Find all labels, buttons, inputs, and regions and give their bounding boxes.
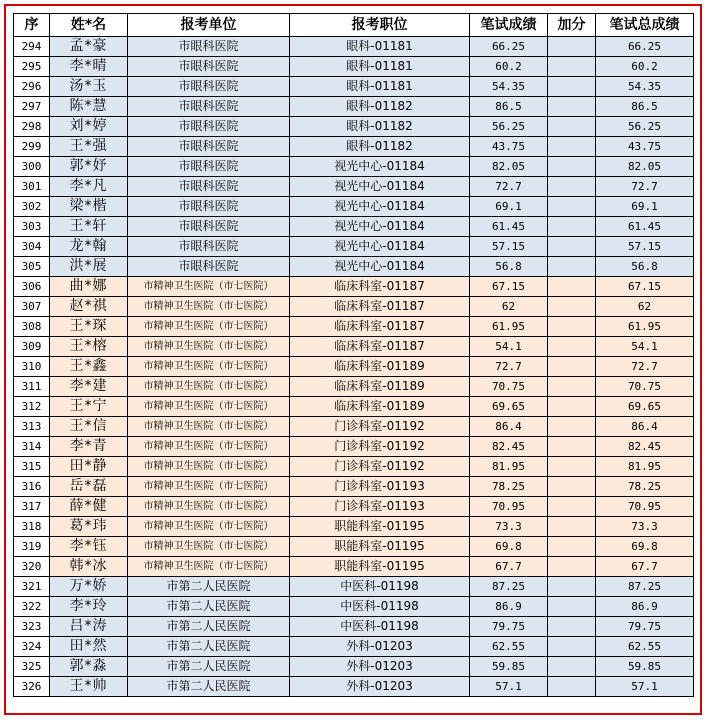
cell-score: 56.8 (470, 257, 548, 277)
cell-unit: 市眼科医院 (128, 217, 290, 237)
cell-post: 临床科室-01187 (290, 277, 470, 297)
cell-name: 汤*玉 (50, 77, 128, 97)
cell-score: 43.75 (470, 137, 548, 157)
cell-idx: 311 (14, 377, 50, 397)
cell-score: 82.05 (470, 157, 548, 177)
table-row (14, 637, 694, 657)
table-row (14, 577, 694, 597)
cell-score: 70.95 (470, 497, 548, 517)
cell-unit: 市精神卫生医院（市七医院） (128, 377, 290, 397)
cell-name: 岳*磊 (50, 477, 128, 497)
cell-name: 王*琛 (50, 317, 128, 337)
cell-score: 79.75 (470, 617, 548, 637)
table-row (14, 657, 694, 677)
cell-bonus (548, 617, 596, 637)
cell-name: 李*玲 (50, 597, 128, 617)
results-table (13, 13, 694, 697)
cell-post: 中医科-01198 (290, 617, 470, 637)
cell-idx: 326 (14, 677, 50, 697)
cell-unit: 市精神卫生医院（市七医院） (128, 477, 290, 497)
cell-post: 职能科室-01195 (290, 557, 470, 577)
cell-bonus (548, 257, 596, 277)
cell-score: 73.3 (470, 517, 548, 537)
cell-post: 眼科-01181 (290, 37, 470, 57)
cell-name: 龙*翰 (50, 237, 128, 257)
cell-unit: 市精神卫生医院（市七医院） (128, 317, 290, 337)
cell-idx: 309 (14, 337, 50, 357)
cell-score: 78.25 (470, 477, 548, 497)
cell-post: 视光中心-01184 (290, 257, 470, 277)
cell-score: 57.1 (470, 677, 548, 697)
cell-unit: 市第二人民医院 (128, 597, 290, 617)
cell-post: 中医科-01198 (290, 577, 470, 597)
table-row (14, 237, 694, 257)
cell-total: 72.7 (596, 177, 694, 197)
cell-score: 86.4 (470, 417, 548, 437)
cell-post: 外科-01203 (290, 657, 470, 677)
cell-total: 61.45 (596, 217, 694, 237)
cell-unit: 市精神卫生医院（市七医院） (128, 277, 290, 297)
cell-total: 54.35 (596, 77, 694, 97)
cell-total: 57.1 (596, 677, 694, 697)
cell-idx: 299 (14, 137, 50, 157)
cell-name: 田*然 (50, 637, 128, 657)
cell-idx: 303 (14, 217, 50, 237)
cell-idx: 298 (14, 117, 50, 137)
header-bonus: 加分 (548, 14, 596, 37)
cell-name: 李*晴 (50, 57, 128, 77)
cell-name: 郭*妤 (50, 157, 128, 177)
cell-post: 临床科室-01189 (290, 397, 470, 417)
table-row (14, 557, 694, 577)
table-row (14, 137, 694, 157)
cell-idx: 306 (14, 277, 50, 297)
cell-total: 79.75 (596, 617, 694, 637)
header-idx: 序 (14, 14, 50, 37)
cell-bonus (548, 177, 596, 197)
cell-name: 孟*豪 (50, 37, 128, 57)
table-row (14, 157, 694, 177)
cell-score: 82.45 (470, 437, 548, 457)
cell-bonus (548, 357, 596, 377)
cell-total: 81.95 (596, 457, 694, 477)
cell-bonus (548, 297, 596, 317)
cell-post: 外科-01203 (290, 637, 470, 657)
header-total: 笔试总成绩 (596, 14, 694, 37)
cell-unit: 市精神卫生医院（市七医院） (128, 417, 290, 437)
cell-idx: 294 (14, 37, 50, 57)
cell-idx: 296 (14, 77, 50, 97)
cell-unit: 市精神卫生医院（市七医院） (128, 537, 290, 557)
table-row (14, 37, 694, 57)
cell-name: 李*青 (50, 437, 128, 457)
cell-post: 临床科室-01187 (290, 317, 470, 337)
cell-post: 眼科-01182 (290, 117, 470, 137)
table-row (14, 517, 694, 537)
cell-idx: 320 (14, 557, 50, 577)
table-row (14, 497, 694, 517)
cell-total: 61.95 (596, 317, 694, 337)
cell-name: 刘*婷 (50, 117, 128, 137)
table-row (14, 597, 694, 617)
cell-name: 葛*玮 (50, 517, 128, 537)
cell-name: 曲*娜 (50, 277, 128, 297)
cell-bonus (548, 117, 596, 137)
cell-name: 王*榕 (50, 337, 128, 357)
cell-score: 81.95 (470, 457, 548, 477)
cell-score: 59.85 (470, 657, 548, 677)
cell-score: 67.7 (470, 557, 548, 577)
cell-post: 视光中心-01184 (290, 197, 470, 217)
cell-score: 69.65 (470, 397, 548, 417)
cell-unit: 市眼科医院 (128, 57, 290, 77)
cell-name: 王*强 (50, 137, 128, 157)
cell-idx: 321 (14, 577, 50, 597)
cell-post: 视光中心-01184 (290, 237, 470, 257)
cell-bonus (548, 77, 596, 97)
cell-bonus (548, 397, 596, 417)
cell-score: 54.35 (470, 77, 548, 97)
cell-total: 78.25 (596, 477, 694, 497)
cell-total: 70.95 (596, 497, 694, 517)
cell-idx: 325 (14, 657, 50, 677)
cell-unit: 市眼科医院 (128, 177, 290, 197)
table-row (14, 297, 694, 317)
table-body (14, 37, 694, 697)
cell-bonus (548, 537, 596, 557)
cell-score: 54.1 (470, 337, 548, 357)
cell-unit: 市眼科医院 (128, 77, 290, 97)
table-row (14, 77, 694, 97)
cell-score: 62 (470, 297, 548, 317)
cell-total: 69.1 (596, 197, 694, 217)
cell-bonus (548, 577, 596, 597)
cell-idx: 304 (14, 237, 50, 257)
cell-bonus (548, 557, 596, 577)
cell-unit: 市第二人民医院 (128, 637, 290, 657)
header-row (14, 14, 694, 37)
cell-idx: 317 (14, 497, 50, 517)
cell-unit: 市精神卫生医院（市七医院） (128, 397, 290, 417)
cell-idx: 312 (14, 397, 50, 417)
cell-total: 56.25 (596, 117, 694, 137)
cell-name: 赵*祺 (50, 297, 128, 317)
cell-total: 67.7 (596, 557, 694, 577)
cell-total: 73.3 (596, 517, 694, 537)
cell-unit: 市第二人民医院 (128, 617, 290, 637)
table-row (14, 117, 694, 137)
cell-post: 临床科室-01187 (290, 297, 470, 317)
cell-post: 中医科-01198 (290, 597, 470, 617)
cell-name: 韩*冰 (50, 557, 128, 577)
table-row (14, 277, 694, 297)
cell-idx: 314 (14, 437, 50, 457)
cell-idx: 313 (14, 417, 50, 437)
cell-bonus (548, 597, 596, 617)
cell-score: 86.5 (470, 97, 548, 117)
cell-idx: 302 (14, 197, 50, 217)
cell-score: 69.8 (470, 537, 548, 557)
cell-unit: 市精神卫生医院（市七医院） (128, 497, 290, 517)
cell-unit: 市眼科医院 (128, 237, 290, 257)
cell-total: 87.25 (596, 577, 694, 597)
cell-total: 72.7 (596, 357, 694, 377)
table-row (14, 97, 694, 117)
cell-bonus (548, 237, 596, 257)
cell-total: 86.4 (596, 417, 694, 437)
cell-unit: 市眼科医院 (128, 137, 290, 157)
cell-post: 职能科室-01195 (290, 537, 470, 557)
cell-name: 万*娇 (50, 577, 128, 597)
cell-score: 60.2 (470, 57, 548, 77)
cell-idx: 308 (14, 317, 50, 337)
cell-post: 视光中心-01184 (290, 177, 470, 197)
cell-idx: 301 (14, 177, 50, 197)
cell-post: 门诊科室-01192 (290, 417, 470, 437)
cell-post: 门诊科室-01193 (290, 477, 470, 497)
cell-bonus (548, 377, 596, 397)
cell-bonus (548, 37, 596, 57)
header-score: 笔试成绩 (470, 14, 548, 37)
table-row (14, 537, 694, 557)
cell-bonus (548, 437, 596, 457)
cell-post: 外科-01203 (290, 677, 470, 697)
cell-idx: 318 (14, 517, 50, 537)
cell-post: 眼科-01182 (290, 97, 470, 117)
cell-bonus (548, 657, 596, 677)
cell-name: 王*鑫 (50, 357, 128, 377)
cell-idx: 305 (14, 257, 50, 277)
cell-bonus (548, 197, 596, 217)
cell-total: 69.65 (596, 397, 694, 417)
cell-name: 陈*慧 (50, 97, 128, 117)
cell-score: 62.55 (470, 637, 548, 657)
header-post: 报考职位 (290, 14, 470, 37)
cell-bonus (548, 637, 596, 657)
cell-unit: 市眼科医院 (128, 197, 290, 217)
cell-score: 72.7 (470, 177, 548, 197)
cell-bonus (548, 457, 596, 477)
cell-bonus (548, 497, 596, 517)
cell-unit: 市精神卫生医院（市七医院） (128, 557, 290, 577)
cell-idx: 316 (14, 477, 50, 497)
table-row (14, 477, 694, 497)
cell-name: 田*静 (50, 457, 128, 477)
cell-score: 56.25 (470, 117, 548, 137)
cell-name: 吕*涛 (50, 617, 128, 637)
cell-total: 66.25 (596, 37, 694, 57)
cell-post: 眼科-01182 (290, 137, 470, 157)
cell-bonus (548, 517, 596, 537)
cell-name: 郭*淼 (50, 657, 128, 677)
cell-score: 57.15 (470, 237, 548, 257)
cell-post: 门诊科室-01193 (290, 497, 470, 517)
cell-score: 61.45 (470, 217, 548, 237)
cell-post: 视光中心-01184 (290, 157, 470, 177)
cell-unit: 市精神卫生医院（市七医院） (128, 297, 290, 317)
cell-total: 67.15 (596, 277, 694, 297)
cell-bonus (548, 337, 596, 357)
table-row (14, 57, 694, 77)
cell-unit: 市眼科医院 (128, 117, 290, 137)
cell-unit: 市第二人民医院 (128, 677, 290, 697)
cell-score: 66.25 (470, 37, 548, 57)
cell-score: 87.25 (470, 577, 548, 597)
cell-unit: 市第二人民医院 (128, 577, 290, 597)
cell-name: 李*钰 (50, 537, 128, 557)
table-row (14, 217, 694, 237)
cell-total: 43.75 (596, 137, 694, 157)
cell-idx: 295 (14, 57, 50, 77)
table-row (14, 617, 694, 637)
table-row (14, 377, 694, 397)
cell-total: 62 (596, 297, 694, 317)
cell-unit: 市精神卫生医院（市七医院） (128, 337, 290, 357)
cell-bonus (548, 217, 596, 237)
cell-total: 56.8 (596, 257, 694, 277)
cell-idx: 307 (14, 297, 50, 317)
cell-name: 李*建 (50, 377, 128, 397)
cell-score: 61.95 (470, 317, 548, 337)
cell-bonus (548, 677, 596, 697)
cell-score: 72.7 (470, 357, 548, 377)
cell-idx: 297 (14, 97, 50, 117)
table-row (14, 417, 694, 437)
cell-post: 临床科室-01189 (290, 377, 470, 397)
table-row (14, 257, 694, 277)
cell-name: 洪*展 (50, 257, 128, 277)
cell-post: 职能科室-01195 (290, 517, 470, 537)
cell-bonus (548, 137, 596, 157)
header-unit: 报考单位 (128, 14, 290, 37)
cell-bonus (548, 417, 596, 437)
cell-idx: 310 (14, 357, 50, 377)
cell-post: 门诊科室-01192 (290, 437, 470, 457)
cell-total: 54.1 (596, 337, 694, 357)
cell-unit: 市眼科医院 (128, 257, 290, 277)
table-row (14, 177, 694, 197)
cell-unit: 市精神卫生医院（市七医院） (128, 517, 290, 537)
cell-post: 视光中心-01184 (290, 217, 470, 237)
cell-total: 82.05 (596, 157, 694, 177)
table-row (14, 357, 694, 377)
cell-unit: 市精神卫生医院（市七医院） (128, 437, 290, 457)
cell-total: 82.45 (596, 437, 694, 457)
cell-score: 86.9 (470, 597, 548, 617)
cell-bonus (548, 57, 596, 77)
cell-post: 临床科室-01189 (290, 357, 470, 377)
cell-score: 70.75 (470, 377, 548, 397)
cell-bonus (548, 477, 596, 497)
cell-total: 86.9 (596, 597, 694, 617)
cell-unit: 市第二人民医院 (128, 657, 290, 677)
cell-name: 王*宁 (50, 397, 128, 417)
cell-name: 王*帅 (50, 677, 128, 697)
cell-bonus (548, 317, 596, 337)
cell-total: 62.55 (596, 637, 694, 657)
cell-idx: 300 (14, 157, 50, 177)
cell-post: 眼科-01181 (290, 77, 470, 97)
cell-idx: 319 (14, 537, 50, 557)
cell-score: 69.1 (470, 197, 548, 217)
cell-total: 86.5 (596, 97, 694, 117)
table-row (14, 457, 694, 477)
cell-post: 眼科-01181 (290, 57, 470, 77)
header-name: 姓*名 (50, 14, 128, 37)
cell-unit: 市精神卫生医院（市七医院） (128, 457, 290, 477)
cell-name: 王*轩 (50, 217, 128, 237)
cell-name: 李*凡 (50, 177, 128, 197)
table-row (14, 317, 694, 337)
cell-total: 59.85 (596, 657, 694, 677)
cell-idx: 323 (14, 617, 50, 637)
cell-score: 67.15 (470, 277, 548, 297)
cell-total: 57.15 (596, 237, 694, 257)
cell-total: 60.2 (596, 57, 694, 77)
cell-name: 薛*健 (50, 497, 128, 517)
cell-name: 梁*楷 (50, 197, 128, 217)
cell-idx: 315 (14, 457, 50, 477)
cell-unit: 市精神卫生医院（市七医院） (128, 357, 290, 377)
table-row (14, 397, 694, 417)
cell-post: 门诊科室-01192 (290, 457, 470, 477)
cell-post: 临床科室-01187 (290, 337, 470, 357)
cell-name: 王*信 (50, 417, 128, 437)
cell-idx: 324 (14, 637, 50, 657)
cell-bonus (548, 97, 596, 117)
cell-total: 70.75 (596, 377, 694, 397)
cell-unit: 市眼科医院 (128, 97, 290, 117)
table-row (14, 197, 694, 217)
table-row (14, 437, 694, 457)
cell-bonus (548, 277, 596, 297)
cell-unit: 市眼科医院 (128, 157, 290, 177)
table-row (14, 677, 694, 697)
cell-bonus (548, 157, 596, 177)
table-row (14, 337, 694, 357)
cell-total: 69.8 (596, 537, 694, 557)
cell-unit: 市眼科医院 (128, 37, 290, 57)
cell-idx: 322 (14, 597, 50, 617)
